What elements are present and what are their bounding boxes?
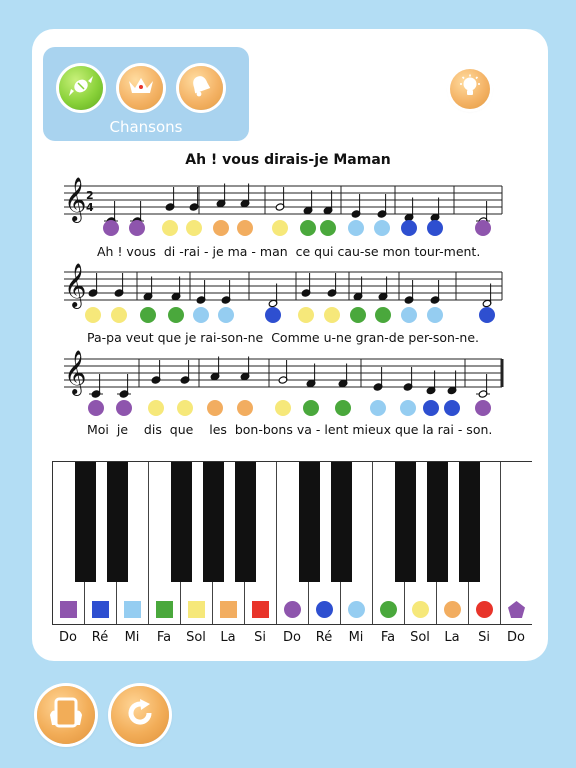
circle-marker-icon [316,601,333,618]
note-color-dot [427,220,443,236]
square-marker-icon [60,601,77,618]
note-color-dot [350,307,366,323]
note-color-dot [427,307,443,323]
note-color-dot [401,307,417,323]
lyrics-line-3: Moi je dis que les bon-bons va - lent mieux que la rai - son. [87,422,493,437]
note-color-dot [237,220,253,236]
note-color-dot [374,220,390,236]
staff-line-2 [64,263,502,323]
square-marker-icon [124,601,141,618]
square-marker-icon [188,601,205,618]
note-color-dot [401,220,417,236]
time-signature-top: 2 [86,189,94,202]
piano-key-label: Mi [124,630,140,645]
note-color-dot [300,220,316,236]
note-color-dot [335,400,351,416]
note-color-dot [272,220,288,236]
lyrics-line-2: Pa-pa veut que je rai-son-ne Comme u-ne gran-de per-son-ne. [87,330,480,345]
note-color-dot [320,220,336,236]
piano-black-key[interactable] [459,462,480,582]
piano-key-label: Fa [380,630,396,645]
note-color-dot [111,307,127,323]
piano-black-key[interactable] [299,462,320,582]
staff-line-1 [64,177,502,236]
circle-marker-icon [348,601,365,618]
piano-key-label: Do [283,630,301,645]
treble-clef-icon: 𝄞 [64,263,87,307]
piano-key-label: Ré [315,630,333,645]
note-color-dot [177,400,193,416]
note-color-dot [400,400,416,416]
song-title: Ah ! vous dirais-je Maman [185,152,391,168]
piano-key-label: Mi [348,630,364,645]
piano-black-key[interactable] [235,462,256,582]
note-color-dot [162,220,178,236]
note-color-dot [193,307,209,323]
treble-clef-icon: 𝄞 [64,177,87,221]
piano-black-key[interactable] [395,462,416,582]
note-color-dot [207,400,223,416]
piano-black-key[interactable] [331,462,352,582]
note-color-dot [298,307,314,323]
refresh-icon [123,696,157,734]
square-marker-icon [252,601,269,618]
note-color-dot [168,307,184,323]
note-color-dot [423,400,439,416]
replay-button[interactable] [111,686,169,744]
circle-marker-icon [412,601,429,618]
note-color-dot [186,220,202,236]
note-color-dot [103,220,119,236]
square-marker-icon [220,601,237,618]
piano-white-key[interactable] [501,462,533,624]
tabs-label: Chansons [109,118,183,136]
circle-marker-icon [284,601,301,618]
note-color-dot [129,220,145,236]
piano-key-label: La [220,630,236,645]
circle-marker-icon [444,601,461,618]
piano-key-label: Si [254,630,266,645]
note-color-dot [444,400,460,416]
piano-black-key[interactable] [427,462,448,582]
lyrics-line-1: Ah ! vous di -rai - je ma - man ce qui cau-se mon tour-ment. [97,244,481,259]
note-color-dot [140,307,156,323]
piano-black-key[interactable] [203,462,224,582]
note-color-dot [475,220,491,236]
treble-clef-icon: 𝄞 [64,350,87,394]
note-color-dot [479,307,495,323]
piano-black-key[interactable] [107,462,128,582]
square-marker-icon [92,601,109,618]
note-color-dot [148,400,164,416]
piano-key-label: Ré [91,630,109,645]
note-color-dot [324,307,340,323]
square-marker-icon [156,601,173,618]
note-color-dot [348,220,364,236]
time-signature-bottom: 4 [86,201,94,214]
piano-key-label: Fa [156,630,172,645]
piano-black-key[interactable] [75,462,96,582]
device-button[interactable] [37,686,95,744]
tablet-icon [46,695,86,735]
note-color-dot [375,307,391,323]
note-color-dot [370,400,386,416]
piano-key-label: Sol [410,630,430,645]
note-color-dot [475,400,491,416]
piano-key-label: Do [507,630,525,645]
note-color-dot [275,400,291,416]
piano-key-label: Do [59,630,77,645]
piano-key-label: Si [478,630,490,645]
note-color-dot [116,400,132,416]
piano-key-label: La [444,630,460,645]
piano-black-key[interactable] [171,462,192,582]
piano-key-label: Sol [186,630,206,645]
circle-marker-icon [380,601,397,618]
circle-marker-icon [476,601,493,618]
note-color-dot [218,307,234,323]
note-color-dot [88,400,104,416]
note-color-dot [213,220,229,236]
note-color-dot [265,307,281,323]
note-color-dot [85,307,101,323]
note-color-dot [303,400,319,416]
staff-line-3 [64,350,502,416]
note-color-dot [237,400,253,416]
